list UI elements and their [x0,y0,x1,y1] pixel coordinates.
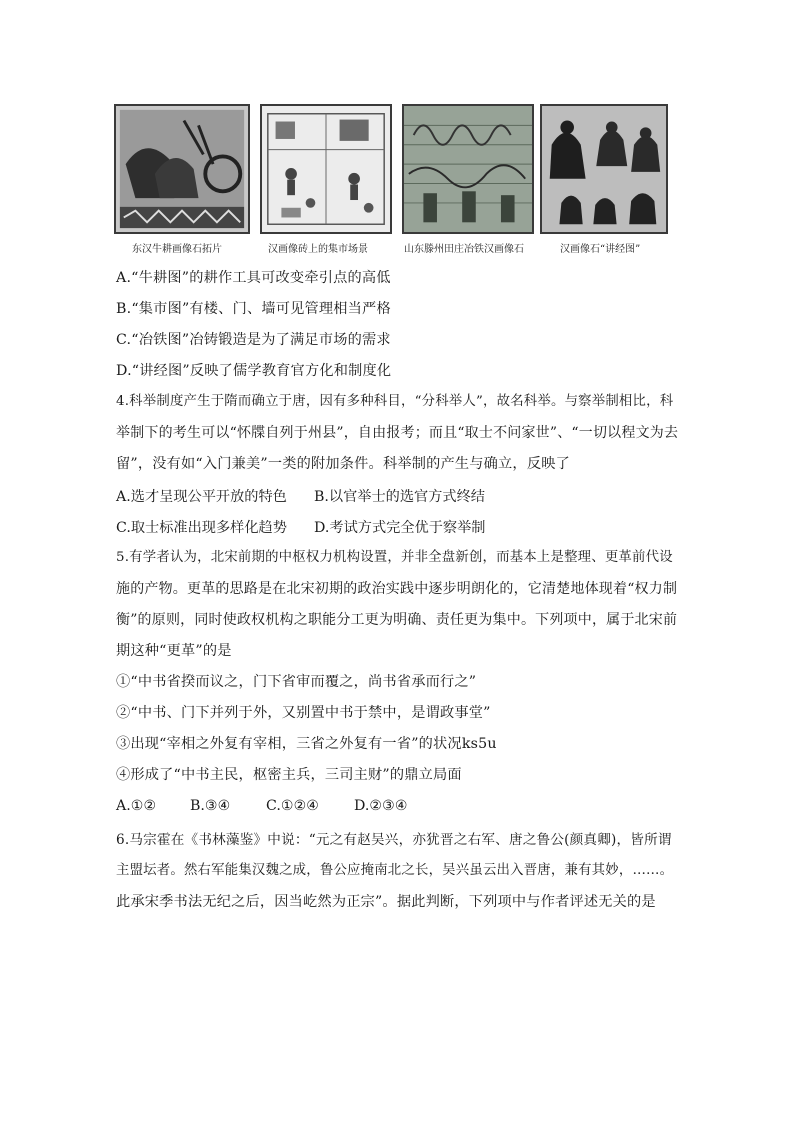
q5-option-c: C.①②④ [266,798,320,814]
q6-stem-line: 6.马宗霍在《书林藻鉴》中说：“元之有赵吴兴，亦犹晋之右军、唐之鲁公(颜真卿)，皆所谓 [116,832,672,848]
q5-item: ④形成了“中书主民，枢密主兵，三司主财”的鼎立局面 [116,767,462,783]
q6-stem-line: 此承宋季书法无纪之后，因当屹然为正宗”。据此判断，下列项中与作者评述无关的是 [116,894,656,910]
q5-option-b: B.③④ [190,798,231,814]
q5-stem-line: 5.有学者认为，北宋前期的中枢权力机构设置，并非全盘新创，而基本上是整理、更革前代设 [116,550,673,565]
q5-item: ③出现“宰相之外复有宰相，三省之外复有一省”的状况ks5u [116,736,497,752]
q3-option-a: A.“牛耕图”的耕作工具可改变牵引点的高低 [116,270,391,286]
q3-option-b: B.“集市图”有楼、门、墙可见管理相当严格 [116,301,391,317]
q5-stem-line: 衡”的原则，同时使政权机构之职能分工更为明确、责任更为集中。下列项中，属于北宋前 [116,612,678,628]
lecture-scene-relief-image [540,104,668,234]
q5-item: ②“中书、门下并列于外，又别置中书于禁中，是谓政事堂” [116,705,491,721]
q4-option-b: B.以官举士的选官方式终结 [314,489,485,505]
q5-item: ①“中书省揆而议之，门下省审而覆之，尚书省承而行之” [116,674,477,690]
image-caption: 山东滕州田庄冶铁汉画像石 [404,244,524,255]
image-caption: 汉画像石“讲经图” [560,244,641,255]
q4-stem-line: 举制下的考生可以“怀牒自列于州县”，自由报考；而且“取士不问家世”、“一切以程文为去 [116,425,679,441]
q4-option-a: A.选才呈现公平开放的特色 [116,489,287,505]
q4-option-c: C.取士标准出现多样化趋势 [116,520,287,536]
image-row [114,104,668,234]
image-caption: 汉画像砖上的集市场景 [268,244,368,255]
q5-option-a: A.①② [116,798,157,814]
q4-stem-line: 留”，没有如“入门兼美”一类的附加条件。科举制的产生与确立，反映了 [116,456,570,472]
q5-option-d: D.②③④ [354,798,408,814]
q4-option-d: D.考试方式完全优于察举制 [314,520,486,536]
market-scene-brick-image [260,104,392,234]
q3-option-d: D.“讲经图”反映了儒学教育官方化和制度化 [116,363,392,379]
q4-stem-line: 4.科举制度产生于隋而确立于唐，因有多种科目，“分科举人”，故名科举。与察举制相比，科 [116,394,674,409]
q5-stem-line: 期这种“更革”的是 [116,643,232,659]
q6-stem-line: 主盟坛者。然右军能集汉魏之成，鲁公应掩南北之长，吴兴虽云出入晋唐，兼有其妙，……。 [116,863,674,878]
iron-smelting-relief-image [402,104,534,234]
image-caption: 东汉牛耕画像石拓片 [132,244,222,255]
q5-stem-line: 施的产物。更革的思路是在北宋初期的政治实践中逐步明朗化的，它清楚地体现着“权力制 [116,581,678,597]
q3-option-c: C.“冶铁图”冶铸锻造是为了满足市场的需求 [116,332,391,348]
ox-plowing-rubbing-image [114,104,250,234]
